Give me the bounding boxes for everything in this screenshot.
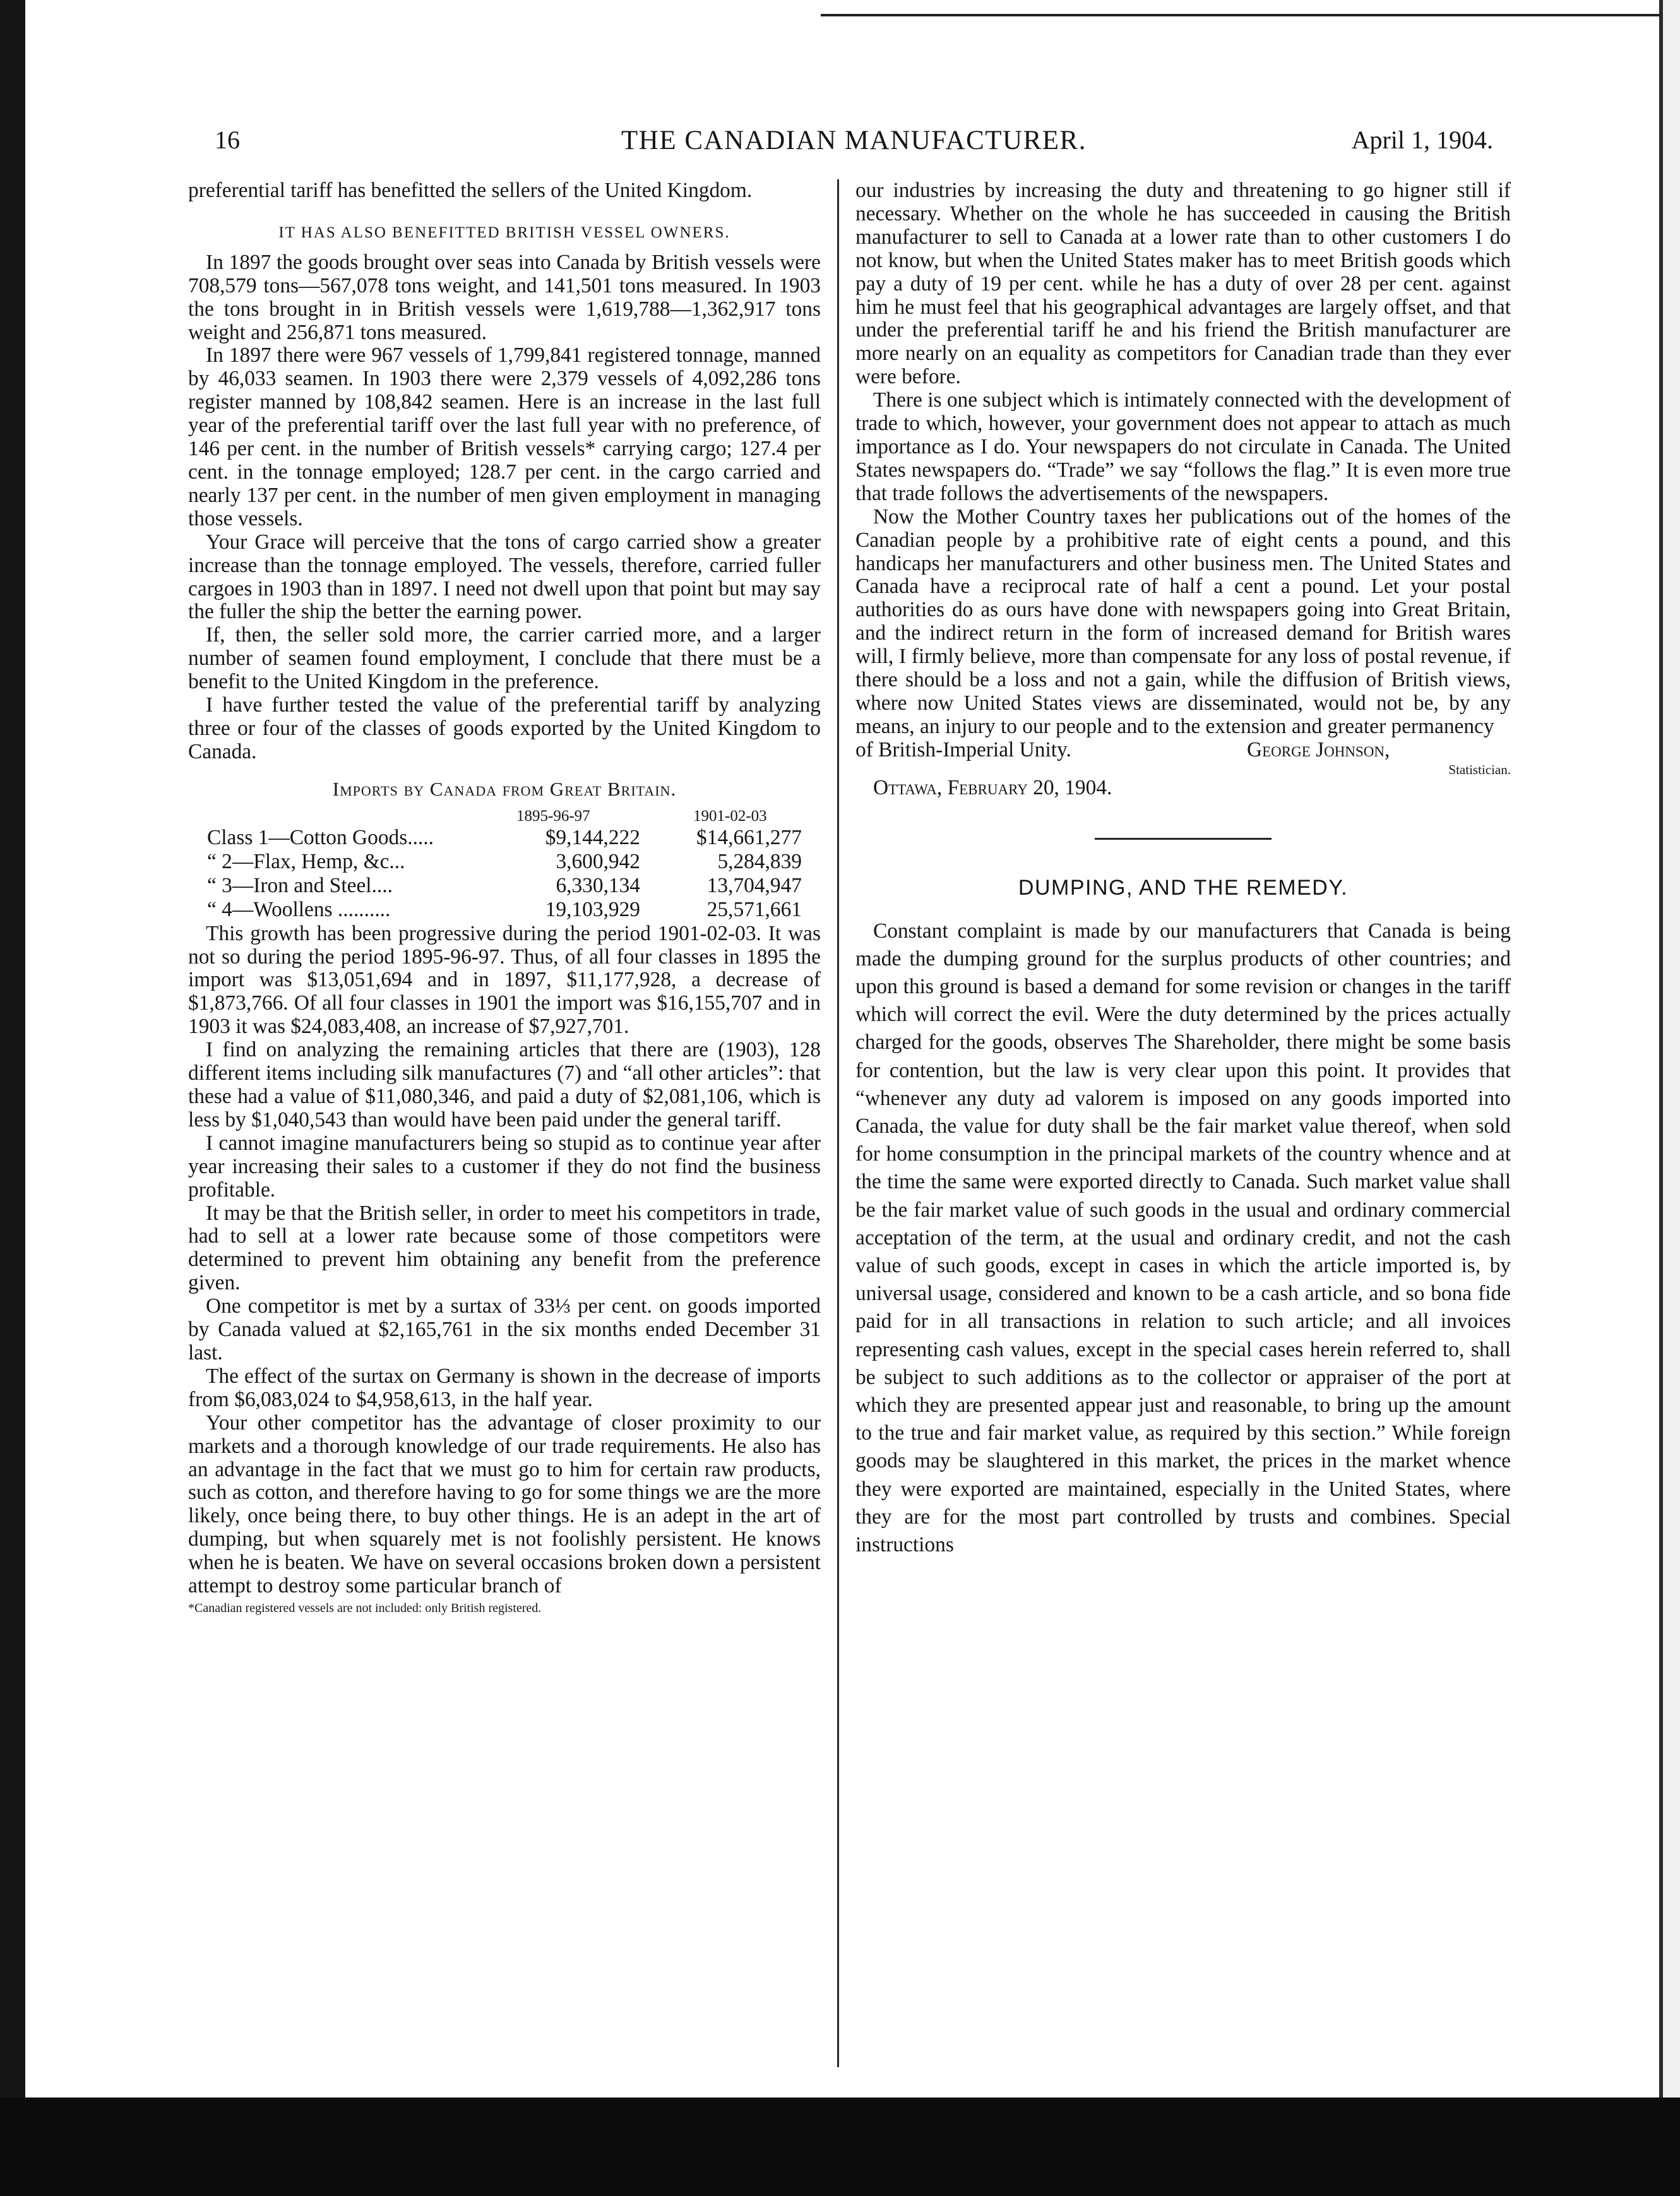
top-rule xyxy=(821,14,1660,16)
signature-line xyxy=(855,739,1511,763)
left-column xyxy=(188,179,821,1616)
table-row xyxy=(188,898,821,922)
table-cell: 13,704,947 xyxy=(706,873,802,897)
paragraph: If, then, the seller sold more, the carrier carried more, and a larger number of seamen found employment, I conclude that there must be a benefit to the United Kingdom in the preference. xyxy=(188,623,821,694)
page-number: 16 xyxy=(215,126,240,154)
paragraph: Your Grace will perceive that the tons of cargo carried show a greater increase than the tonnage employed. The vessels, therefore, carried fuller cargoes in 1903 than in 1897. I need not dwell upon that point but may say the fuller the ship the better the earning power. xyxy=(188,530,821,624)
issue-date: April 1, 1904. xyxy=(1351,126,1493,154)
table-cell: 5,284,839 xyxy=(717,849,802,873)
paragraph: I cannot imagine manufacturers being so stupid as to continue year after year increasing their sales to a customer if they do not find the business profitable. xyxy=(188,1131,821,1202)
table-cell-label: “ 3—Iron and Steel.... xyxy=(207,873,393,897)
dateline: Ottawa, February 20, 1904. xyxy=(873,775,1112,799)
table-header xyxy=(188,805,821,826)
article-paragraph: Constant complaint is made by our manufacturers that Canada is being made the dumping ground for the surplus products of other countries; and upon this ground is based a demand for some revision or changes in the tariff which will correct the evil. Were the duty determined by the prices actually charged for the goods, observes The Shareholder, there might be some basis for contention, but the law is very clear upon this point. It provides that “whenever any duty ad valorem is imposed on any goods imported into Canada, the value for duty shall be the fair market value thereof, when sold for home consumption in the principal markets of the country whence and at the time the same were exported directly to Canada. Such market value shall be the fair market value of such goods in the usual and ordinary commercial acceptation of the term, at the usual and ordinary credit, and not the cash value of such goods, except in cases in which the article imported is, by universal usage, considered and known to be a cash article, and so bona fide paid for in all transactions in relation to such article; and all invoices representing cash values, except in the special cases herein referred to, shall be subject to such additions as to the collector or appraiser of the port at which they are presented appear just and reasonable, to bring up the amount to the true and fair market value, as required by this section.” While foreign goods may be slaughtered in this market, the prices in the market whence they were exported are maintained, especially in the United States, where they are for the most part controlled by trusts and combines. Special instructions xyxy=(855,919,1511,1557)
table-cell-label: “ 2—Flax, Hemp, &c... xyxy=(207,849,405,873)
table-col-header: 1895-96-97 xyxy=(516,807,590,825)
section-rule xyxy=(1095,838,1272,840)
running-head xyxy=(215,125,1493,163)
paragraph: I have further tested the value of the preferential tariff by analyzing three or four of the classes of goods exported by the United Kingdom to Canada. xyxy=(188,693,821,763)
closing-phrase: of British-Imperial Unity. xyxy=(855,737,1071,761)
paragraph: Now the Mother Country taxes her publications out of the homes of the Canadian people by a prohibitive rate of eight cents a pound, and this handicaps her manufacturers and other business men. The United States and Canada have a reciprocal rate of half a cent a pound. Let your postal authorities do as ours have done with newspapers going into Great Britain, and the indirect return in the form of increased demand for British wares will, I firmly believe, more than compensate for any loss of postal revenue, if there should be a loss and not a gain, while the diffusion of British views, where now United States views are disseminated, would not be, by any means, an injury to our people and to the extension and greater permanency xyxy=(855,504,1511,738)
table-row xyxy=(188,826,821,850)
paragraph: In 1897 the goods brought over seas into Canada by British vessels were 708,579 tons—567,078 tons weight, and 141,501 tons measured. In 1903 the tons brought in in British vessels were 1,619,788—1,362,917 tons weight and 256,871 tons measured. xyxy=(188,250,821,344)
table-col-header: 1901-02-03 xyxy=(693,807,767,825)
column-divider xyxy=(837,179,839,2067)
paragraph: One competitor is met by a surtax of 33⅓ per cent. on goods imported by Canada valued at $2,165,761 in the six months ended December 31 last. xyxy=(188,1294,821,1364)
paragraph: I find on analyzing the remaining articles that there are (1903), 128 different items including silk manufactures (7) and “all other articles”: that these had a value of $11,080,346, and paid a duty of $2,081,106, which is less by $1,040,543 than would have been paid under the general tariff. xyxy=(188,1038,821,1131)
publication-title: THE CANADIAN MANUFACTURER. xyxy=(621,126,1087,155)
table-cell: $14,661,277 xyxy=(696,825,802,849)
paragraph: In 1897 there were 967 vessels of 1,799,841 registered tonnage, manned by 46,033 seamen. In 1903 there were 2,379 vessels of 4,092,286 tons register manned by 108,842 seamen. Here is an increase in the last full year of the preferential tariff over the last full year with no preference, of 146 per cent. in the number of British vessels* carrying cargo; 127.4 per cent. in the tonnage employed; 128.7 per cent. in the cargo carried and nearly 137 per cent. in the number of men given employment in managing those vessels. xyxy=(188,343,821,530)
paragraph: There is one subject which is intimately connected with the development of trade to which, however, your government does not appear to attach as much importance as I do. Your newspapers do not circulate in Canada. The United States newspapers do. “Trade” we say “follows the flag.” It is even more true that trade follows the advertisements of the newspapers. xyxy=(855,388,1511,505)
scan-right-border xyxy=(1659,0,1680,2196)
table-cell: 6,330,134 xyxy=(556,873,640,897)
table-title: Imports by Canada from Great Britain. xyxy=(332,777,677,800)
table-cell: 3,600,942 xyxy=(556,849,640,873)
table-row xyxy=(188,850,821,874)
footnote: *Canadian registered vessels are not included: only British registered. xyxy=(188,1601,542,1615)
scan-bottom-border xyxy=(0,2098,1680,2196)
paragraph: preferential tariff has benefitted the sellers of the United Kingdom. xyxy=(188,179,753,202)
paragraph: The effect of the surtax on Germany is shown in the decrease of imports from $6,083,024 to $4,958,613, in the half year. xyxy=(188,1364,821,1411)
paragraph: Your other competitor has the advantage of closer proximity to our markets and a thorough knowledge of our trade requirements. He also has an advantage in the fact that we must go to him for certain raw products, such as cotton, and therefore having to go for some things we are the more likely, once being there, to buy other things. He is an adept in the art of dumping, but when squarely met is not foolishly persistent. He knows when he is beaten. We have on several occasions broken down a persistent attempt to destroy some particular branch of xyxy=(188,1411,821,1598)
article-title: DUMPING, AND THE REMEDY. xyxy=(1018,875,1349,900)
table-cell-label: “ 4—Woollens .......... xyxy=(207,897,391,921)
table-cell-label: Class 1—Cotton Goods..... xyxy=(207,825,434,849)
section-subheading: IT HAS ALSO BENEFITTED BRITISH VESSEL OWNERS. xyxy=(278,224,730,241)
table-cell: 25,571,661 xyxy=(706,897,802,921)
paragraph: It may be that the British seller, in order to meet his competitors in trade, had to sell at a lower rate because some of those competitors were determined to prevent him obtaining any benefit from the preference given. xyxy=(188,1201,821,1295)
table-row xyxy=(188,874,821,898)
table-cell: 19,103,929 xyxy=(545,897,640,921)
paragraph: our industries by increasing the duty and threatening to go higner still if necessary. Whether on the whole he has succeeded in causing the British manufacturer to sell to Canada at a lower rate than to other customers I do not know, but when the United States maker has to meet British goods which pay a duty of 19 per cent. while he has a duty of over 28 per cent. against him he must feel that his geographical advantages are largely offset, and that under the preferential tariff he and his friend the British manufacturer are more nearly on an equality as competitors for Canadian trade than they ever were before. xyxy=(855,179,1511,389)
paragraph: This growth has been progressive during the period 1901-02-03. It was not so during the period 1895-96-97. Thus, of all four classes in 1895 the import was $13,051,694 and in 1897, $11,177,928, a decrease of $1,873,766. Of all four classes in 1901 the import was $16,155,707 and in 1903 it was $24,083,408, an increase of $7,927,701. xyxy=(188,921,821,1039)
signature-title: Statistician. xyxy=(1448,761,1511,777)
scan-left-border xyxy=(0,0,25,2196)
signature-name: George Johnson, xyxy=(1247,737,1390,761)
right-column xyxy=(855,179,1511,1559)
table-cell: $9,144,222 xyxy=(545,825,640,849)
